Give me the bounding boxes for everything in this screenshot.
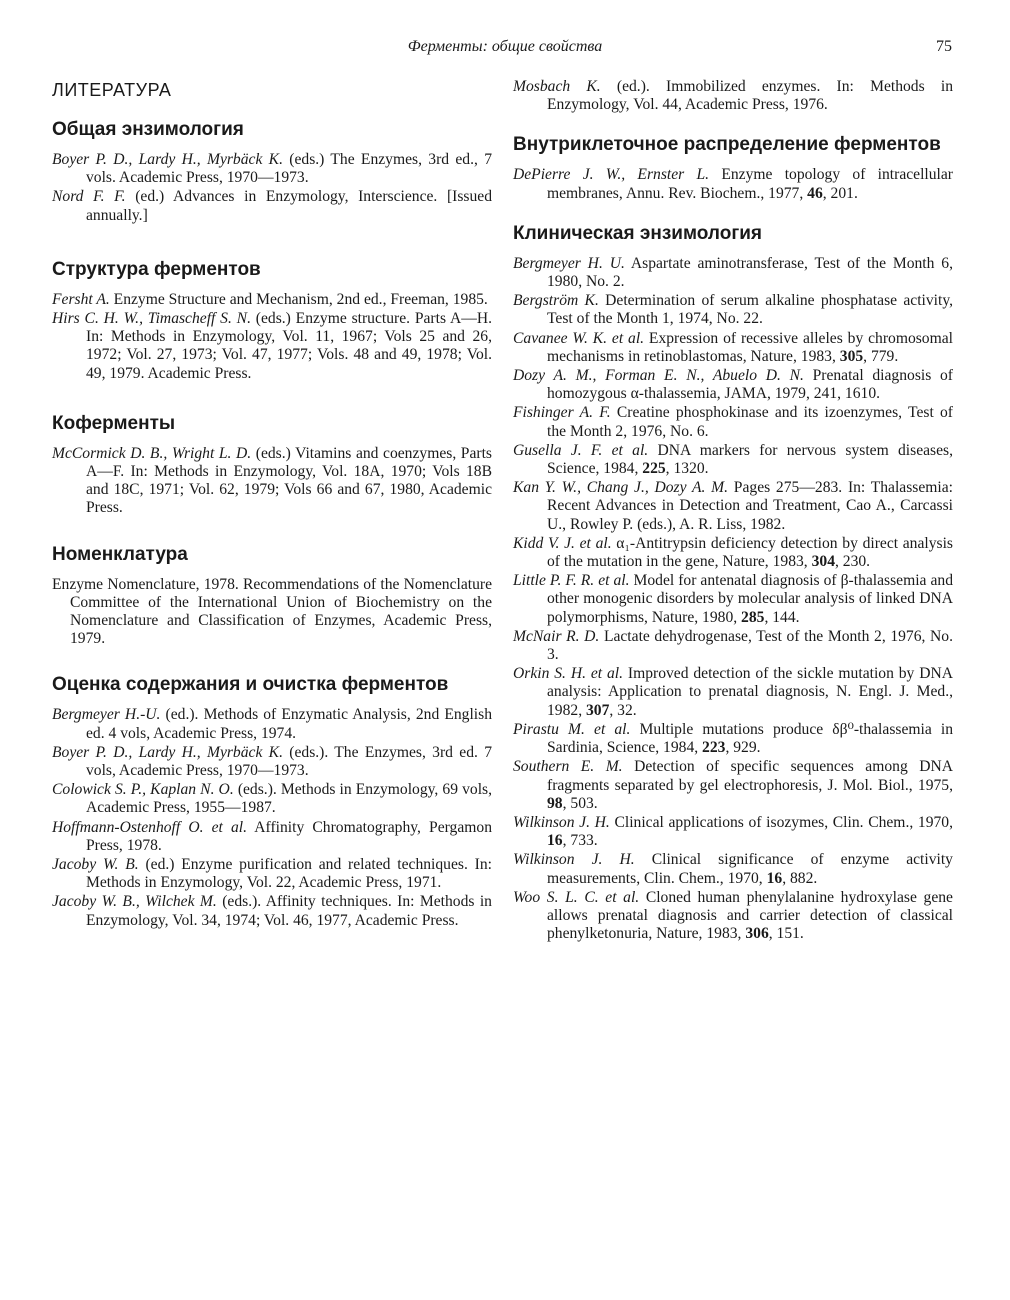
- reference-text-end: , 929.: [725, 739, 761, 757]
- reference-item: [513, 572, 953, 627]
- reference-text: Enzyme Nomenclature, 1978. Recommendations of the Nomenclature Committee of the International Union of Biochemistry on the Nomenclature and Classification of Enzymes, Academic Press, 1979.: [52, 575, 492, 648]
- reference-text-end: , 779.: [863, 347, 899, 365]
- reference-item: [513, 255, 953, 291]
- reference-text: (ed.) Enzyme purification and related techniques. In: Methods in Enzymology, Vol. 22, Academic Press, 1971.: [86, 856, 492, 892]
- reference-text: α₁-Antitrypsin deficiency detection by direct analysis of the mutation in the gene, Nature, 1983,: [547, 534, 953, 571]
- reference-text: Pages 275—283. In: Thalassemia: Recent Advances in Detection and Treatment, Cao A., Carcassi U., Rowley P. (eds.), A. R. Liss, 1982.: [547, 479, 953, 533]
- reference-volume: 304: [811, 553, 835, 571]
- reference-authors: Dozy A. M., Forman E. N., Abuelo D. N.: [513, 367, 804, 385]
- reference-item: [513, 758, 953, 813]
- reference-authors: McNair R. D.: [513, 627, 600, 645]
- reference-text: Cloned human phenylalanine hydroxylase gene allows prenatal diagnosis and carrier detection of classical phenylketonuria, Nature, 1983,: [547, 888, 953, 943]
- reference-text-end: , 733.: [562, 832, 598, 850]
- reference-item: [52, 819, 492, 855]
- reference-volume: 16: [547, 832, 563, 850]
- reference-text: DNA markers for nervous system diseases, Science, 1984,: [547, 441, 954, 478]
- reference-authors: Jacoby W. B.: [52, 856, 139, 874]
- reference-item: [513, 404, 953, 440]
- reference-text: Detection of specific sequences among DNA fragments separated by gel electrophoresis, J. Mol. Biol., 1975,: [547, 758, 954, 794]
- reference-item: [52, 188, 492, 224]
- reference-volume: 307: [585, 701, 610, 719]
- left-column: [52, 78, 492, 931]
- reference-text-end: , 151.: [768, 925, 804, 943]
- reference-item: [52, 291, 492, 309]
- reference-authors: Bergmeyer H. U.: [513, 254, 625, 272]
- reference-item: [513, 479, 953, 534]
- running-title: Ферменты: общие свойства: [407, 38, 603, 55]
- reference-text: Clinical significance of enzyme activity measurements, Clin. Chem., 1970,: [547, 851, 953, 887]
- reference-text: Lactate dehydrogenase, Test of the Month 2, 1976, No. 3.: [547, 627, 953, 664]
- reference-text-end: , 32.: [609, 701, 637, 719]
- section-heading-clinical-enzymology: Клиническая энзимология: [513, 222, 762, 244]
- reference-text: Affinity Chromatography, Pergamon Press, 1978.: [86, 818, 493, 854]
- reference-text: (eds.) The Enzymes, 3rd ed., 7 vols. Academic Press, 1970—1973.: [86, 151, 492, 187]
- reference-text: Determination of serum alkaline phosphatase activity, Test of the Month 1, 1974, No. 22.: [547, 292, 953, 328]
- reference-item: [52, 151, 492, 187]
- reference-authors: Kan Y. W., Chang J., Dozy A. M.: [513, 479, 729, 497]
- reference-item: [513, 721, 953, 757]
- reference-authors: Wilkinson J. H.: [513, 851, 635, 869]
- reference-authors: Fersht A.: [52, 290, 110, 308]
- reference-authors: DePierre J. W., Ernster L.: [513, 166, 710, 184]
- reference-text: Creatine phosphokinase and its izoenzymes, Test of the Month 2, 1976, No. 6.: [547, 404, 953, 440]
- reference-item: [513, 78, 953, 114]
- reference-text: Aspartate aminotransferase, Test of the Month 6, 1980, No. 2.: [547, 254, 953, 291]
- reference-volume: 306: [745, 925, 769, 943]
- reference-item: [52, 445, 492, 518]
- reference-item: [513, 628, 953, 664]
- reference-text-end: , 230.: [834, 553, 871, 571]
- reference-authors: Colowick S. P., Kaplan N. O.: [52, 781, 234, 799]
- reference-volume: 225: [642, 460, 666, 478]
- reference-authors: Boyer P. D., Lardy H., Myrbäck K.: [52, 151, 283, 168]
- reference-text-end: , 882.: [782, 869, 818, 887]
- reference-authors: Bergmeyer H.-U.: [52, 706, 161, 724]
- reference-text-end: , 144.: [764, 608, 800, 626]
- reference-item: [513, 166, 953, 202]
- reference-volume: 16: [766, 869, 783, 887]
- reference-item: [513, 814, 953, 850]
- reference-text: Improved detection of the sickle mutation by DNA analysis: Application to prenatal diagnosis, N. Engl. J. Med., 1982,: [547, 665, 953, 719]
- reference-text: (ed.). Methods of Enzymatic Analysis, 2nd English ed. 4 vols, Academic Press, 1974.: [86, 706, 492, 742]
- reference-text: (eds.). The Enzymes, 3rd ed. 7 vols, Academic Press, 1970—1973.: [86, 743, 492, 780]
- reference-authors: Pirastu M. et al.: [513, 720, 631, 738]
- reference-item: [513, 851, 953, 887]
- reference-text-end: , 503.: [562, 794, 598, 812]
- reference-text: Multiple mutations produce δβ⁰-thalassemia in Sardinia, Science, 1984,: [547, 720, 953, 757]
- reference-text-end: , 201.: [822, 184, 858, 202]
- reference-authors: Orkin S. H. et al.: [513, 665, 624, 683]
- reference-item: [513, 889, 953, 944]
- reference-item: [52, 576, 492, 649]
- reference-authors: Nord F. F.: [52, 188, 126, 206]
- reference-item: [513, 665, 953, 720]
- reference-text: Enzyme topology of intracellular membranes, Annu. Rev. Biochem., 1977,: [547, 166, 954, 202]
- reference-text: (eds.). Affinity techniques. In: Methods in Enzymology, Vol. 34, 1974; Vol. 46, 1977, Academic Press.: [86, 893, 492, 929]
- reference-volume: 98: [547, 794, 563, 812]
- section-heading-general-enzymology: Общая энзимология: [52, 119, 244, 140]
- section-heading-enzyme-structure: Структура ферментов: [52, 258, 261, 280]
- reference-item: [513, 330, 953, 366]
- reference-item: [52, 706, 492, 742]
- reference-text: (eds.) Vitamins and coenzymes, Parts A—F. In: Methods in Enzymology, Vol. 18A, 1970; Vols 18B and 18C, 1971; Vol. 62, 1979; Vols 66 and 67, 1980, Academic Press.: [86, 444, 492, 517]
- reference-authors: Mosbach K.: [513, 78, 601, 95]
- reference-authors: Little P. F. R. et al.: [513, 572, 630, 590]
- reference-authors: Bergström K.: [513, 292, 599, 310]
- reference-item: [513, 442, 953, 478]
- reference-text: (ed.) Advances in Enzymology, Interscience. [Issued annually.]: [86, 188, 492, 224]
- reference-text: Enzyme Structure and Mechanism, 2nd ed., Freeman, 1985.: [109, 290, 488, 308]
- section-heading-nomenclature: Номенклатура: [52, 543, 188, 565]
- reference-item: [513, 367, 953, 403]
- reference-text: (eds.). Methods in Enzymology, 69 vols, Academic Press, 1955—1987.: [86, 781, 492, 817]
- reference-volume: 285: [741, 608, 765, 626]
- page-title: ЛИТЕРАТУРА: [52, 80, 172, 100]
- reference-item: [52, 744, 492, 780]
- section-heading-purification: Оценка содержания и очистка ферментов: [52, 674, 449, 696]
- reference-text: Prenatal diagnosis of homozygous α-thalassemia, JAMA, 1979, 241, 1610.: [547, 367, 953, 403]
- reference-volume: 305: [839, 347, 864, 365]
- reference-text: Model for antenatal diagnosis of β-thalassemia and other monogenic disorders by molecular analysis of linked DNA polymorphisms, Nature, 1980,: [547, 572, 954, 626]
- reference-item: [513, 292, 953, 328]
- reference-item: [52, 781, 492, 817]
- section-heading-intracellular-distribution: Внутриклеточное распределение ферментов: [513, 134, 941, 156]
- reference-authors: Boyer P. D., Lardy H., Myrbäck K.: [52, 743, 283, 761]
- reference-authors: Wilkinson J. H.: [513, 813, 610, 831]
- right-column: [513, 78, 953, 944]
- reference-authors: Hoffmann-Ostenhoff O. et al.: [52, 818, 248, 836]
- reference-text: Clinical applications of isozymes, Clin. Chem., 1970,: [609, 813, 953, 831]
- reference-item: [513, 535, 953, 571]
- reference-authors: Fishinger A. F.: [513, 404, 611, 422]
- reference-item: [52, 310, 492, 383]
- reference-item: [52, 893, 492, 929]
- reference-authors: Hirs C. H. W., Timascheff S. N.: [52, 310, 251, 328]
- reference-text-end: , 1320.: [665, 460, 709, 478]
- reference-text: (eds.) Enzyme structure. Parts A—H. In: Methods in Enzymology, Vol. 11, 1967; Vols 25 and 26, 1972; Vol. 27, 1973; Vol. 47, 1977; Vols. 48 and 49, 1978; Vol. 49, 1979. Academic Press.: [86, 310, 492, 382]
- reference-authors: McCormick D. B., Wright L. D.: [52, 444, 252, 462]
- section-heading-coenzymes: Коферменты: [52, 412, 176, 434]
- reference-authors: Southern E. M.: [513, 758, 623, 776]
- reference-authors: Woo S. L. C. et al.: [513, 888, 640, 906]
- reference-text: Expression of recessive alleles by chromosomal mechanisms in retinoblastomas, Nature, 1983,: [547, 329, 953, 365]
- reference-authors: Cavanee W. K. et al.: [513, 329, 645, 347]
- reference-authors: Gusella J. F. et al.: [513, 441, 649, 459]
- reference-text: (ed.). Immobilized enzymes. In: Methods in Enzymology, Vol. 44, Academic Press, 1976.: [547, 78, 953, 114]
- reference-authors: Jacoby W. B., Wilchek M.: [52, 893, 217, 911]
- reference-authors: Kidd V. J. et al.: [513, 534, 612, 552]
- page-number: 75: [936, 38, 952, 55]
- reference-volume: 46: [807, 184, 823, 202]
- reference-volume: 223: [702, 739, 726, 757]
- reference-item: [52, 856, 492, 892]
